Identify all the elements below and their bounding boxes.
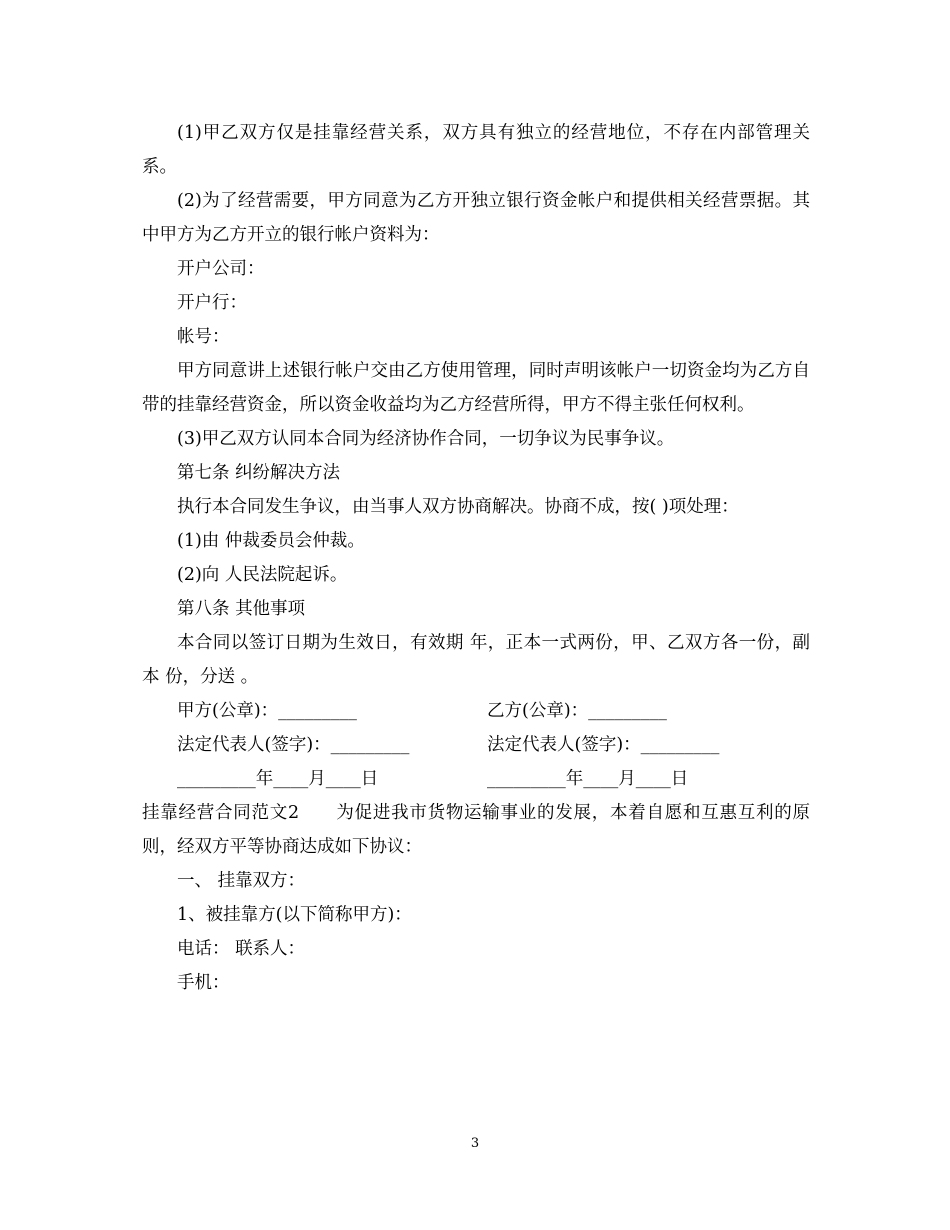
paragraph: 电话： 联系人： <box>177 939 306 959</box>
paragraph: 1、被挂靠方(以下简称甲方)： <box>177 905 412 925</box>
paragraph: 一、 挂靠双方： <box>177 871 306 891</box>
party-a-field: _________年____月____日 <box>177 769 379 789</box>
signature-row <box>142 694 810 728</box>
party-b-field: _________年____月____日 <box>487 769 689 789</box>
contract-sample-2 <box>142 796 810 1000</box>
paragraph: 执行本合同发生争议，由当事人双方协商解决。协商不成，按( )项处理： <box>177 497 739 517</box>
paragraph: 挂靠经营合同范文2 为促进我市货物运输事业的发展，本着自愿和互惠互利的原则，经双方平等协商达成如下协议： <box>142 803 810 857</box>
paragraph: (2)为了经营需要，甲方同意为乙方开独立银行资金帐户和提供相关经营票据。其中甲方为乙方开立的银行帐户资料为： <box>142 191 810 245</box>
party-a-field: 甲方(公章)：_________ <box>177 701 357 721</box>
paragraph: 第七条 纠纷解决方法 <box>177 463 341 483</box>
paragraph: 本合同以签订日期为生效日，有效期 年，正本一式两份，甲、乙双方各一份，副本 份，分送 。 <box>142 633 810 687</box>
party-b-field: 法定代表人(签字)：_________ <box>487 735 720 755</box>
signature-row <box>142 762 810 796</box>
paragraph: 开户行： <box>177 293 247 313</box>
contract-clauses <box>142 116 810 694</box>
paragraph: (2)向 人民法院起诉。 <box>177 565 348 585</box>
signature-row <box>142 728 810 762</box>
paragraph: 手机： <box>177 973 230 993</box>
party-b-field: 乙方(公章)：_________ <box>487 701 667 721</box>
paragraph: (3)甲乙双方认同本合同为经济协作合同，一切争议为民事争议。 <box>177 429 675 449</box>
paragraph: 甲方同意讲上述银行帐户交由乙方使用管理，同时声明该帐户一切资金均为乙方自带的挂靠经营资金，所以资金收益均为乙方经营所得，甲方不得主张任何权利。 <box>142 361 810 415</box>
page-number: 3 <box>470 1136 480 1151</box>
paragraph: (1)由 仲裁委员会仲裁。 <box>177 531 365 551</box>
party-a-field: 法定代表人(签字)：_________ <box>177 735 410 755</box>
signature-block <box>142 694 810 796</box>
paragraph: 第八条 其他事项 <box>177 599 306 619</box>
document-body <box>142 116 810 1000</box>
paragraph: 开户公司： <box>177 259 265 279</box>
paragraph: (1)甲乙双方仅是挂靠经营关系，双方具有独立的经营地位，不存在内部管理关系。 <box>142 123 810 177</box>
paragraph: 帐号： <box>177 327 230 347</box>
